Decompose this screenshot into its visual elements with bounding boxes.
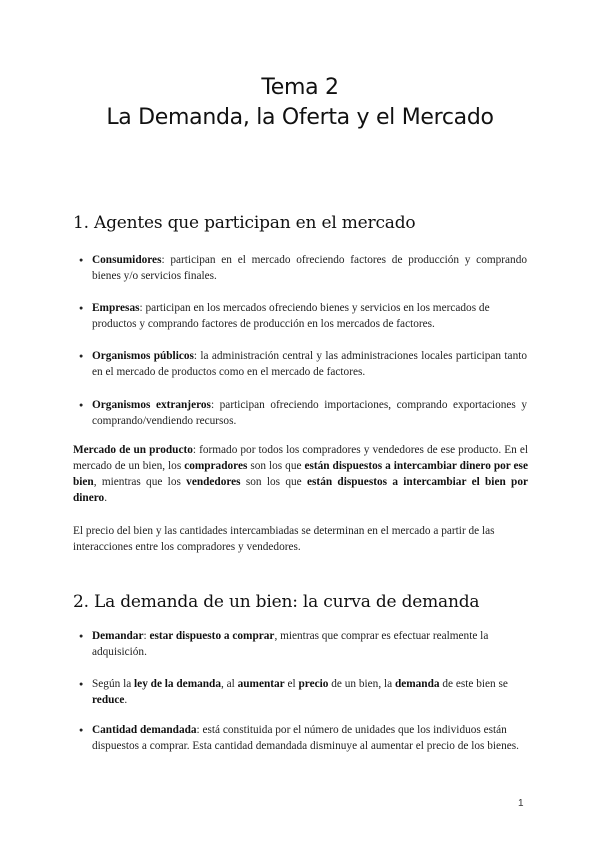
bullet-text: : participan en los mercados ofreciendo bienes y servicios en los mercados de productos y comprando factores de producción en los mercados de factores. — [92, 302, 490, 330]
bullet-empresas — [92, 300, 527, 332]
term: están dispuestos a intercambiar dinero por ese bien — [73, 460, 528, 488]
text: son los que — [240, 476, 308, 488]
section-heading-1: 1. Agentes que participan en el mercado — [73, 213, 416, 233]
bullet-term: Organismos públicos — [92, 350, 194, 362]
bullet-term: ley de la demanda — [134, 678, 221, 690]
text: . — [104, 492, 108, 504]
term: Mercado de un producto — [73, 444, 193, 456]
bullet-term: precio — [298, 678, 329, 690]
bullet-term: Cantidad demandada — [92, 724, 197, 736]
bullet-term: estar dispuesto a comprar — [149, 630, 275, 642]
title-topic: Tema 2 — [261, 75, 339, 100]
bullet-term: Organismos extranjeros — [92, 399, 211, 411]
bullet-text: el — [284, 678, 299, 690]
bullet-text: , al — [220, 678, 238, 690]
bullet-text: : está constituida por el número de unidades que los individuos están dispuestos a comprar. Esta cantidad demandada disminuye al aumentar el precio de los bienes. — [92, 724, 519, 752]
market-definition-paragraph — [73, 442, 528, 506]
page-number: 1 — [518, 798, 524, 809]
bullet-term: Demandar — [92, 630, 144, 642]
bullet-text: : participan en el mercado ofreciendo factores de producción y comprando bienes y/o servicios finales. — [92, 254, 527, 282]
bullet-consumidores — [92, 252, 527, 284]
bullet-text: , mientras que comprar es efectuar realmente la adquisición. — [92, 630, 489, 658]
bullet-term: aumentar — [237, 678, 285, 690]
text: , mientras que los — [93, 476, 187, 488]
bullet-organismos-extranjeros — [92, 397, 527, 429]
title-main: La Demanda, la Oferta y el Mercado — [106, 105, 494, 130]
term: vendedores — [186, 476, 241, 488]
bullet-cantidad-demandada — [92, 722, 527, 754]
text: son los que — [247, 460, 305, 472]
bullet-text: de este bien se — [439, 678, 508, 690]
text: : formado por todos los compradores y vendedores de ese producto. En el mercado de un bien, los — [73, 444, 528, 472]
bullet-term: Empresas — [92, 302, 140, 314]
bullet-text: . — [124, 694, 128, 706]
bullet-text: Según la — [92, 678, 135, 690]
bullet-text: : — [143, 630, 150, 642]
term: compradores — [184, 460, 248, 472]
bullet-organismos-publicos — [92, 348, 527, 380]
price-paragraph: El precio del bien y las cantidades intercambiadas se determinan en el mercado a partir de las interacciones entre los compradores y vendedores. — [73, 525, 495, 553]
bullet-text: de un bien, la — [328, 678, 395, 690]
bullet-ley-demanda — [92, 676, 527, 708]
bullet-text: : participan ofreciendo importaciones, comprando exportaciones y comprando/vendiendo recursos. — [92, 399, 527, 427]
bullet-term: reduce — [92, 694, 125, 706]
bullet-term: demanda — [394, 678, 440, 690]
bullet-term: Consumidores — [92, 254, 162, 266]
bullet-text: : la administración central y las administraciones locales participan tanto en el mercado de productos como en el mercado de factores. — [92, 350, 527, 378]
section-heading-2: 2. La demanda de un bien: la curva de demanda — [73, 592, 480, 612]
bullet-demandar — [92, 628, 527, 660]
term: están dispuestos a intercambiar el bien por dinero — [73, 476, 528, 504]
